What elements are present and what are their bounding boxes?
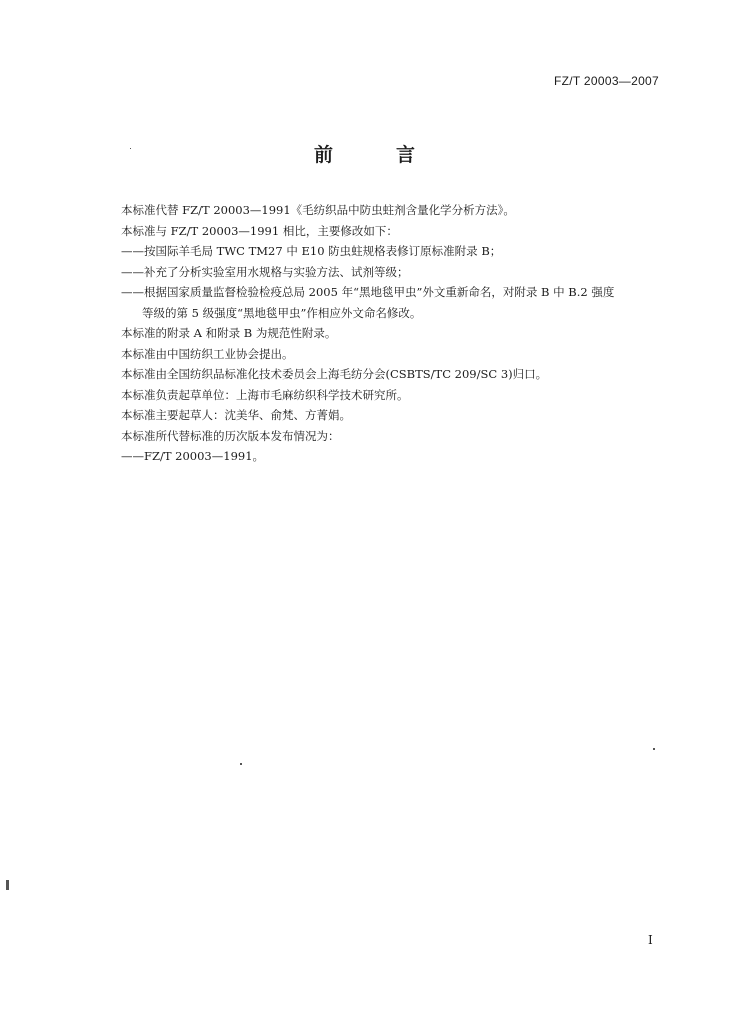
scan-speck [653, 748, 655, 750]
scan-speck [130, 148, 131, 149]
paragraph-proposed-by: 本标准由中国纺织工业协会提出。 [121, 346, 294, 361]
paragraph-annexes: 本标准的附录 A 和附录 B 为规范性附录。 [121, 326, 337, 340]
paragraph-changes-intro: 本标准与 FZ/T 20003—1991 相比，主要修改如下： [121, 223, 398, 238]
list-item-change-1: ——按国际羊毛局 TWC TM27 中 E10 防虫蛀规格表修订原标准附录 B； [121, 244, 502, 258]
page-title: 前 言 [313, 144, 437, 166]
list-item-change-2: ——补充了分析实验室用水规格与实验方法、试剂等级； [121, 264, 409, 279]
standard-number: FZ/T 20003—2007 [553, 74, 659, 88]
list-item-history-1: ——FZ/T 20003—1991。 [121, 449, 265, 463]
list-item-change-3: ——根据国家质量监督检验检疫总局 2005 年“黑地毯甲虫”外文重新命名，对附录 B 中 B.2 强度 [121, 285, 615, 299]
paragraph-drafters: 本标准主要起草人：沈美华、俞梵、方菁娟。 [121, 408, 351, 422]
paragraph-drafting-unit: 本标准负责起草单位：上海市毛麻纺织科学技术研究所。 [121, 387, 409, 402]
list-item-change-3-continued: 等级的第 5 级强度“黑地毯甲虫”作相应外文命名修改。 [142, 305, 422, 320]
scan-speck [240, 763, 242, 765]
paragraph-replaces: 本标准代替 FZ/T 20003—1991《毛纺织品中防虫蛀剂含量化学分析方法》。 [121, 203, 515, 217]
paragraph-centralized-by: 本标准由全国纺织品标准化技术委员会上海毛纺分会(CSBTS/TC 209/SC 3)归口。 [121, 367, 548, 381]
page-number: I [648, 933, 653, 947]
paragraph-history-intro: 本标准所代替标准的历次版本发布情况为： [121, 428, 340, 443]
foreword-body [121, 200, 666, 467]
scan-speck [6, 880, 9, 890]
